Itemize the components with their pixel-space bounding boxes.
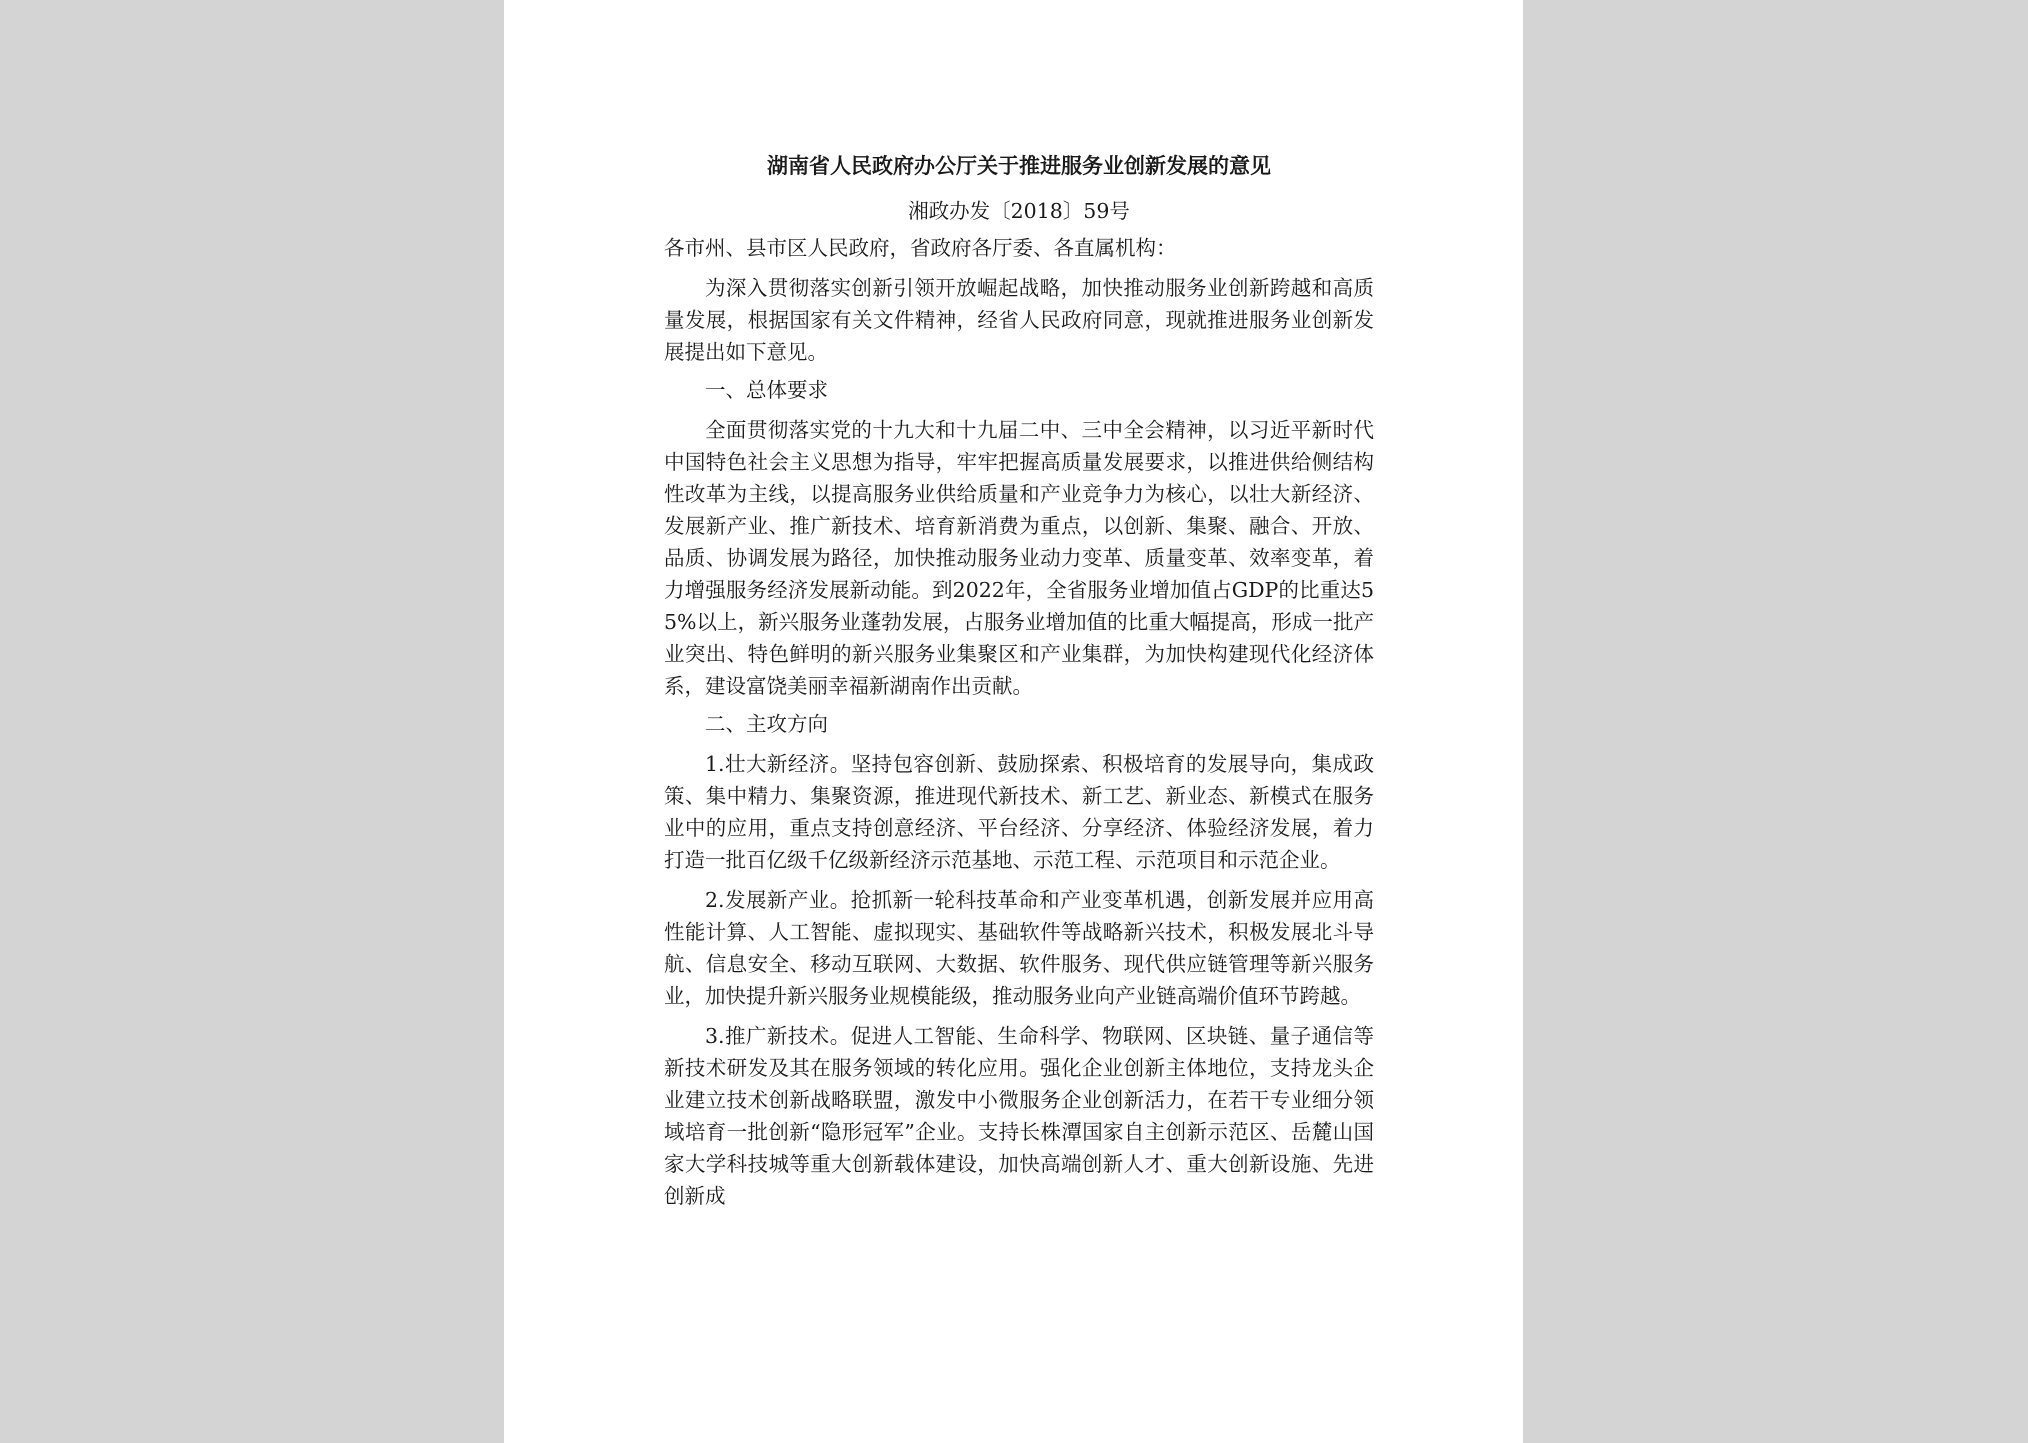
intro-paragraph: 为深入贯彻落实创新引领开放崛起战略，加快推动服务业创新跨越和高质量发展，根据国家有关文件精神，经省人民政府同意，现就推进服务业创新发展提出如下意见。: [664, 276, 1374, 364]
document-title: 湖南省人民政府办公厅关于推进服务业创新发展的意见: [767, 154, 1271, 178]
general-requirements-paragraph: 全面贯彻落实党的十九大和十九届二中、三中全会精神，以习近平新时代中国特色社会主义思想为指导，牢牢把握高质量发展要求，以推进供给侧结构性改革为主线，以提高服务业供给质量和产业竞争力为核心，以壮大新经济、发展新产业、推广新技术、培育新消费为重点，以创新、集聚、融合、开放、品质、协调发展为路径，加快推动服务业动力变革、质量变革、效率变革，着力增强服务经济发展新动能。到2022年，全省服务业增加值占GDP的比重达55%以上，新兴服务业蓬勃发展，占服务业增加值的比重大幅提高，形成一批产业突出、特色鲜明的新兴服务业集聚区和产业集群，为加快构建现代化经济体系，建设富饶美丽幸福新湖南作出贡献。: [664, 418, 1374, 698]
item-new-technology-paragraph: 3.推广新技术。促进人工智能、生命科学、物联网、区块链、量子通信等新技术研发及其在服务领域的转化应用。强化企业创新主体地位，支持龙头企业建立技术创新战略联盟，激发中小微服务企业创新活力，在若干专业细分领域培育一批创新“隐形冠军”企业。支持长株潭国家自主创新示范区、岳麓山国家大学科技城等重大创新载体建设，加快高端创新人才、重大创新设施、先进创新成: [664, 1024, 1374, 1208]
item-new-economy-paragraph: 1.壮大新经济。坚持包容创新、鼓励探索、积极培育的发展导向，集成政策、集中精力、集聚资源，推进现代新技术、新工艺、新业态、新模式在服务业中的应用，重点支持创意经济、平台经济、分享经济、体验经济发展，着力打造一批百亿级千亿级新经济示范基地、示范工程、示范项目和示范企业。: [664, 752, 1374, 872]
section-heading-general-requirements: 一、总体要求: [705, 378, 828, 402]
document-number: 湘政办发〔2018〕59号: [908, 199, 1130, 223]
salutation: 各市州、县市区人民政府，省政府各厅委、各直属机构：: [664, 236, 1177, 260]
item-new-industry-paragraph: 2.发展新产业。抢抓新一轮科技革命和产业变革机遇，创新发展并应用高性能计算、人工智能、虚拟现实、基础软件等战略新兴技术，积极发展北斗导航、信息安全、移动互联网、大数据、软件服务、现代供应链管理等新兴服务业，加快提升新兴服务业规模能级，推动服务业向产业链高端价值环节跨越。: [664, 888, 1374, 1008]
document-page: [504, 0, 1523, 1443]
section-heading-main-directions: 二、主攻方向: [705, 712, 828, 736]
